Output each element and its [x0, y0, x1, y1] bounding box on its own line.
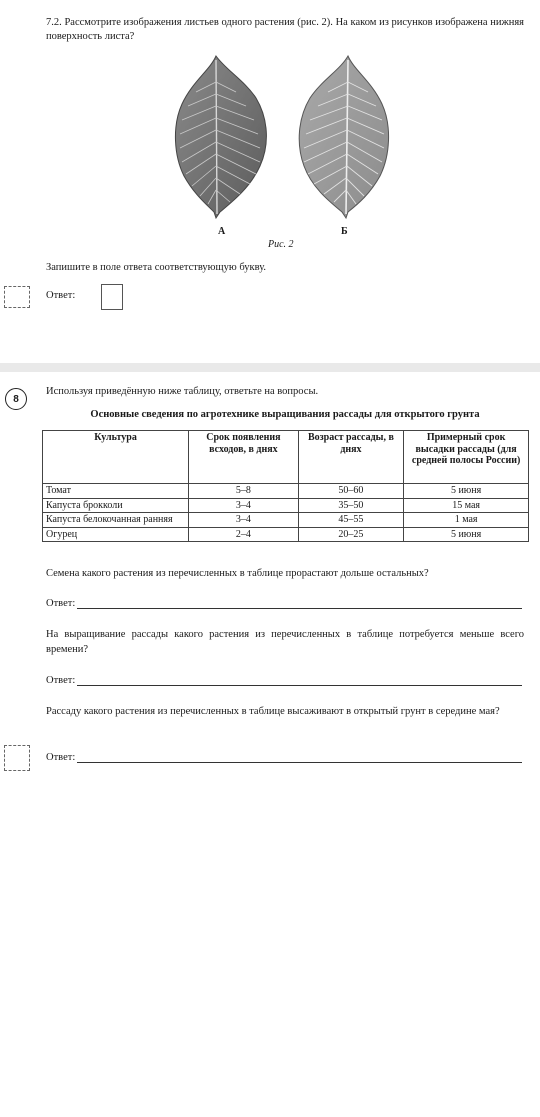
- table-cell: 1 мая: [404, 513, 529, 528]
- leaf-a-image: [170, 52, 272, 220]
- question-8-intro: Используя приведённую ниже таблицу, ответьте на вопросы.: [46, 386, 319, 397]
- table-cell: 15 мая: [404, 498, 529, 513]
- scoring-box: [4, 286, 30, 308]
- answer-field-3[interactable]: [77, 752, 522, 763]
- answer-label: Ответ:: [46, 598, 76, 609]
- table-title: Основные сведения по агротехнике выращивания рассады для открытого грунта: [90, 409, 480, 420]
- figure-caption: Рис. 2: [268, 239, 294, 250]
- table-cell: 45–55: [298, 513, 404, 528]
- answer-instruction: Запишите в поле ответа соответствующую букву.: [46, 262, 267, 273]
- table-cell: 20–25: [298, 527, 404, 542]
- answer-row-1: [46, 598, 522, 609]
- table-cell: 3–4: [189, 513, 299, 528]
- header-cell: Срок появления всходов, в днях: [189, 431, 299, 484]
- table-cell: 50–60: [298, 484, 404, 499]
- header-cell: Культура: [43, 431, 189, 484]
- question-number-badge: 8: [5, 388, 27, 410]
- table-cell: 5 июня: [404, 527, 529, 542]
- answer-input-box[interactable]: [101, 284, 123, 310]
- answer-row-2: [46, 675, 522, 686]
- leaf-a-label: А: [218, 226, 226, 237]
- subquestion-1-text: Семена какого растения из перечисленных в таблице прорастают дольше остальных?: [46, 568, 429, 579]
- table-cell: Капуста брокколи: [43, 498, 189, 513]
- table-cell: 5 июня: [404, 484, 529, 499]
- table-cell: 3–4: [189, 498, 299, 513]
- table-cell: 35–50: [298, 498, 404, 513]
- table-cell: Огурец: [43, 527, 189, 542]
- leaf-b-image: [298, 52, 394, 220]
- answer-field-2[interactable]: [77, 675, 522, 686]
- answer-label: Ответ:: [46, 752, 76, 763]
- answer-row-3: [46, 752, 522, 763]
- subquestion-3-text: Рассаду какого растения из перечисленных в таблице высаживают в открытый грунт в середине мая?: [46, 706, 500, 717]
- answer-label: Ответ:: [46, 675, 76, 686]
- table-cell: Томат: [43, 484, 189, 499]
- table-header-row: [43, 431, 529, 484]
- table-row: [43, 513, 529, 528]
- table-cell: 2–4: [189, 527, 299, 542]
- leaf-b-label: Б: [341, 226, 348, 237]
- answer-field-1[interactable]: [77, 598, 522, 609]
- subquestion-2-text: На выращивание рассады какого растения из перечисленных в таблице потребуется меньше всего времени?: [46, 629, 524, 655]
- page-divider: [0, 363, 540, 372]
- table-cell: 5–8: [189, 484, 299, 499]
- scoring-box: [4, 745, 30, 771]
- table-cell: Капуста белокочанная ранняя: [43, 513, 189, 528]
- question-7-2-text: 7.2. Рассмотрите изображения листьев одного растения (рис. 2). На каком из рисунков изображена нижняя поверхность листа?: [46, 17, 524, 42]
- table-row: [43, 484, 529, 499]
- table-row: [43, 527, 529, 542]
- agrotech-table: [42, 430, 529, 542]
- answer-label: Ответ:: [46, 290, 76, 301]
- table-row: [43, 498, 529, 513]
- header-cell: Примерный срок высадки рассады (для средней полосы России): [404, 431, 529, 484]
- header-cell: Возраст рассады, в днях: [298, 431, 404, 484]
